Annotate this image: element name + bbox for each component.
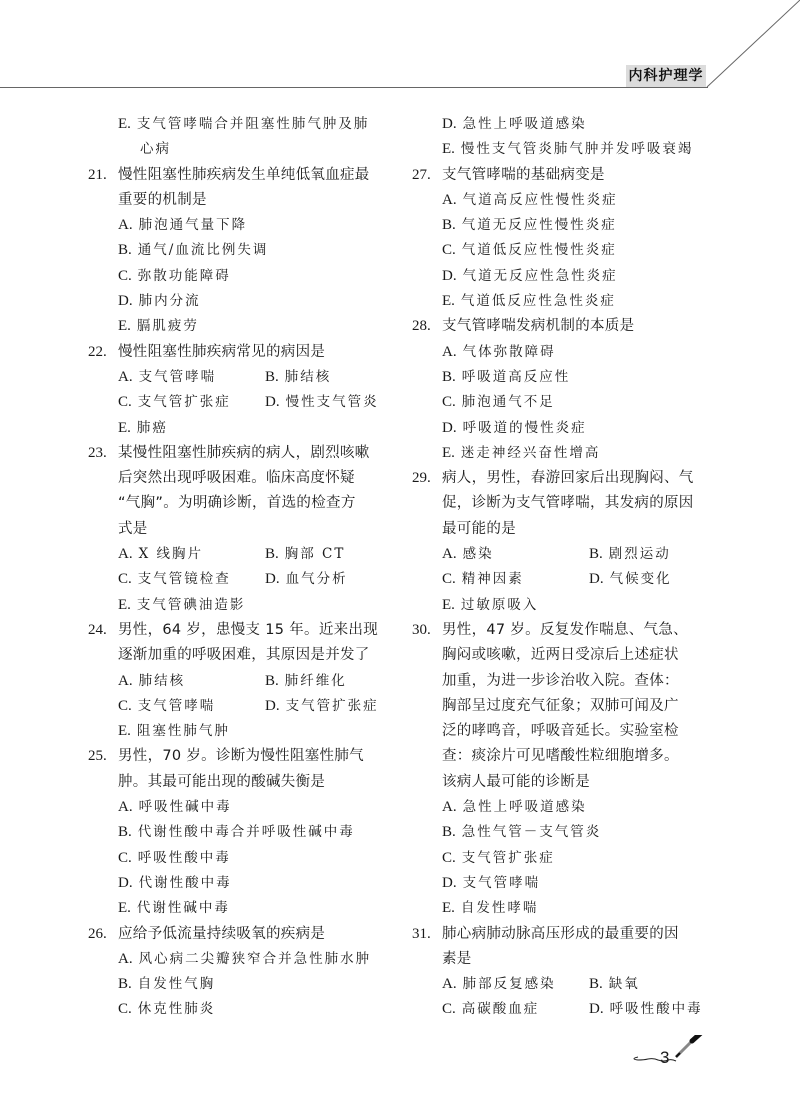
option-text: 急性上呼吸道感染 bbox=[462, 116, 587, 132]
question-stem-text: 素是 bbox=[442, 950, 472, 967]
option-text: 呼吸性酸中毒 bbox=[609, 1001, 703, 1018]
answer-option bbox=[442, 820, 601, 845]
option-letter: B. bbox=[265, 546, 279, 563]
answer-option bbox=[442, 542, 494, 567]
question-stem-line bbox=[88, 163, 418, 188]
answer-option bbox=[442, 238, 617, 263]
answer-option bbox=[118, 365, 216, 390]
answer-option bbox=[442, 997, 539, 1022]
question-options-continued bbox=[412, 112, 742, 163]
option-row bbox=[412, 238, 742, 263]
answer-option bbox=[442, 972, 556, 997]
option-letter: B. bbox=[442, 368, 456, 385]
option-row bbox=[88, 567, 418, 592]
question-number: 28. bbox=[412, 318, 431, 335]
option-letter: A. bbox=[442, 343, 457, 360]
answer-option bbox=[118, 416, 168, 441]
option-row bbox=[412, 289, 742, 314]
option-row bbox=[412, 972, 742, 997]
option-row bbox=[88, 669, 418, 694]
option-text: 肺结核 bbox=[284, 368, 332, 385]
option-text: 肺部反复感染 bbox=[462, 976, 556, 993]
option-row bbox=[412, 264, 742, 289]
option-text: 呼吸性碱中毒 bbox=[138, 799, 232, 816]
option-row bbox=[412, 188, 742, 213]
option-row bbox=[88, 820, 418, 845]
option-text: 支气管扩张症 bbox=[137, 394, 231, 411]
answer-option bbox=[442, 264, 618, 289]
question-number: 27. bbox=[412, 166, 431, 183]
option-text: 肺内分流 bbox=[138, 293, 201, 310]
option-letter: A. bbox=[118, 217, 133, 234]
question-stem-line bbox=[412, 314, 742, 339]
question-stem-text: 男性，47 岁。反复发作喘息、气急、 bbox=[442, 621, 688, 638]
option-letter: A. bbox=[118, 546, 133, 563]
option-letter: A. bbox=[118, 950, 133, 967]
question-stem-text: 慢性阻塞性肺疾病常见的病因是 bbox=[118, 343, 326, 360]
option-text: 风心病二尖瓣狭窄合并急性肺水肿 bbox=[138, 950, 372, 967]
option-letter: D. bbox=[589, 1001, 604, 1018]
answer-option bbox=[118, 593, 245, 618]
question-stem-text: 逐渐加重的呼吸困难，其原因是并发了 bbox=[118, 647, 370, 664]
question-stem-line bbox=[88, 517, 418, 542]
option-row bbox=[88, 947, 418, 972]
book-title-tab: 内科护理学 bbox=[626, 65, 706, 87]
question-stem-line bbox=[412, 669, 742, 694]
answer-option bbox=[442, 365, 570, 390]
option-row bbox=[412, 340, 742, 365]
option-text: 自发性哮喘 bbox=[460, 900, 539, 917]
option-letter: A. bbox=[442, 191, 457, 208]
question-stem-line bbox=[412, 643, 742, 668]
answer-option bbox=[118, 997, 215, 1022]
answer-option bbox=[265, 567, 348, 592]
option-letter: C. bbox=[118, 267, 132, 284]
option-row bbox=[88, 289, 418, 314]
answer-option bbox=[442, 871, 540, 896]
question bbox=[412, 163, 742, 315]
option-text: 肺结核 bbox=[138, 672, 186, 689]
option-text: 呼吸性酸中毒 bbox=[137, 849, 231, 866]
option-letter: D. bbox=[118, 293, 133, 310]
option-letter: B. bbox=[589, 976, 603, 993]
option-text: 支气管哮喘 bbox=[462, 874, 541, 891]
option-letter: D. bbox=[118, 874, 133, 891]
option-row bbox=[88, 795, 418, 820]
option-letter: C. bbox=[118, 849, 132, 866]
question-stem-line bbox=[412, 491, 742, 516]
question-stem-text: 支气管哮喘发病机制的本质是 bbox=[442, 318, 635, 335]
option-text: 支气管哮喘 bbox=[137, 697, 216, 714]
question bbox=[412, 922, 742, 1023]
option-row bbox=[88, 719, 418, 744]
answer-option bbox=[442, 416, 587, 441]
question-stem-text: 式是 bbox=[118, 520, 148, 537]
question-stem-text: 病人，男性，春游回家后出现胸闷、气 bbox=[442, 470, 694, 487]
option-letter: E. bbox=[442, 596, 455, 613]
option-letter: A. bbox=[118, 799, 133, 816]
option-text: 急性上呼吸道感染 bbox=[462, 799, 587, 816]
option-row bbox=[88, 997, 418, 1022]
option-row bbox=[412, 137, 742, 162]
question-number: 31. bbox=[412, 925, 431, 942]
option-text: 呼吸道高反应性 bbox=[461, 368, 571, 385]
option-row bbox=[412, 997, 742, 1022]
option-row bbox=[88, 137, 418, 162]
question-number: 22. bbox=[88, 343, 107, 360]
question bbox=[88, 922, 418, 1023]
option-text: 肺纤维化 bbox=[284, 672, 347, 689]
option-text: 代谢性酸中毒合并呼吸性碱中毒 bbox=[137, 824, 355, 841]
option-letter: C. bbox=[442, 849, 456, 866]
question-stem-line bbox=[88, 744, 418, 769]
question-stem-text: 胸闷或咳嗽，近两日受凉后上述症状 bbox=[442, 647, 679, 664]
option-row bbox=[412, 542, 742, 567]
option-letter: C. bbox=[442, 571, 456, 588]
option-row bbox=[88, 264, 418, 289]
question-stem-line bbox=[412, 770, 742, 795]
option-text: 气道无反应性慢性炎症 bbox=[461, 217, 617, 234]
question-stem-line bbox=[88, 618, 418, 643]
question-stem-text: 肿。其最可能出现的酸碱失衡是 bbox=[118, 773, 326, 790]
option-row bbox=[88, 542, 418, 567]
answer-option bbox=[442, 289, 616, 314]
answer-option bbox=[442, 567, 524, 592]
option-letter: C. bbox=[118, 697, 132, 714]
answer-option bbox=[118, 238, 268, 263]
option-text: 气道低反应性急性炎症 bbox=[460, 293, 616, 310]
answer-option bbox=[442, 593, 538, 618]
question-stem-text: 促，诊断为支气管哮喘，其发病的原因 bbox=[442, 495, 694, 512]
option-text: 缺氧 bbox=[608, 976, 640, 993]
question-stem-text: 加重，为进一步诊治收入院。查体： bbox=[442, 672, 679, 689]
answer-option bbox=[118, 542, 203, 567]
option-letter: A. bbox=[442, 976, 457, 993]
answer-option bbox=[118, 719, 230, 744]
option-text: 气候变化 bbox=[609, 571, 672, 588]
answer-option bbox=[442, 441, 600, 466]
question-stem-text: 男性，70 岁。诊断为慢性阻塞性肺气 bbox=[118, 748, 364, 765]
answer-option bbox=[265, 669, 347, 694]
option-text: 通气/血流比例失调 bbox=[137, 242, 269, 259]
option-text: 肺癌 bbox=[136, 419, 168, 436]
answer-option bbox=[442, 340, 556, 365]
option-letter: E. bbox=[118, 900, 131, 917]
answer-option bbox=[265, 390, 379, 415]
option-text: 休克性肺炎 bbox=[137, 1001, 216, 1018]
option-row bbox=[412, 213, 742, 238]
option-text: 支气管哮喘合并阻塞性肺气肿及肺 bbox=[136, 116, 370, 132]
option-letter: E. bbox=[442, 444, 455, 461]
answer-option bbox=[589, 997, 703, 1022]
option-letter: A. bbox=[118, 672, 133, 689]
answer-option bbox=[118, 871, 232, 896]
option-text: 气体弥散障碍 bbox=[462, 343, 556, 360]
question-stem-text: 最可能的是 bbox=[442, 520, 516, 537]
option-row bbox=[88, 846, 418, 871]
option-letter: D. bbox=[265, 571, 280, 588]
option-row bbox=[412, 441, 742, 466]
question-number: 21. bbox=[88, 166, 107, 183]
question-stem-line bbox=[412, 517, 742, 542]
question-stem-text: 胸部呈过度充气征象；双肺可闻及广 bbox=[442, 697, 679, 714]
option-letter: B. bbox=[118, 242, 132, 259]
option-letter: D. bbox=[442, 116, 457, 132]
option-text: 支气管扩张症 bbox=[461, 849, 555, 866]
pen-icon bbox=[630, 1035, 710, 1075]
question-stem-line bbox=[88, 643, 418, 668]
question-stem-line bbox=[88, 491, 418, 516]
question-stem-text: 重要的机制是 bbox=[118, 191, 207, 208]
question-stem-line bbox=[412, 466, 742, 491]
option-text: 慢性支气管炎 bbox=[285, 394, 379, 411]
question-stem-text: 应给予低流量持续吸氧的疾病是 bbox=[118, 925, 326, 942]
answer-option bbox=[265, 694, 379, 719]
question-number: 23. bbox=[88, 444, 107, 461]
option-text: 自发性气胸 bbox=[137, 976, 216, 993]
option-letter: D. bbox=[442, 419, 457, 436]
option-letter: E. bbox=[118, 596, 131, 613]
question-number: 29. bbox=[412, 470, 431, 487]
answer-option bbox=[442, 112, 587, 137]
answer-option bbox=[118, 846, 231, 871]
option-letter: E. bbox=[118, 723, 131, 740]
option-row bbox=[412, 112, 742, 137]
option-row bbox=[412, 795, 742, 820]
option-row bbox=[88, 896, 418, 921]
option-letter: B. bbox=[265, 368, 279, 385]
option-letter: C. bbox=[118, 1001, 132, 1018]
answer-option bbox=[589, 972, 640, 997]
answer-option bbox=[589, 542, 671, 567]
option-text: 高碳酸血症 bbox=[461, 1001, 540, 1018]
option-text: 弥散功能障碍 bbox=[137, 267, 231, 284]
question-stem-line bbox=[88, 466, 418, 491]
question-stem-line bbox=[412, 694, 742, 719]
option-row bbox=[412, 416, 742, 441]
question bbox=[88, 441, 418, 618]
answer-option bbox=[442, 896, 538, 921]
question-stem-text: 某慢性阻塞性肺疾病的病人，剧烈咳嗽 bbox=[118, 444, 370, 461]
option-letter: D. bbox=[265, 697, 280, 714]
option-row bbox=[88, 694, 418, 719]
question-number: 25. bbox=[88, 748, 107, 765]
option-text: 呼吸道的慢性炎症 bbox=[462, 419, 587, 436]
option-text: 气道无反应性急性炎症 bbox=[462, 267, 618, 284]
option-row bbox=[88, 390, 418, 415]
option-text: 胸部 CT bbox=[284, 546, 346, 563]
question-stem-text: 肺心病肺动脉高压形成的最重要的因 bbox=[442, 925, 679, 942]
option-text: 剧烈运动 bbox=[608, 546, 671, 563]
question-stem-line bbox=[88, 922, 418, 947]
option-letter: C. bbox=[442, 1001, 456, 1018]
question-stem-line bbox=[412, 744, 742, 769]
question-number: 30. bbox=[412, 621, 431, 638]
option-text: 支气管镜检查 bbox=[137, 571, 231, 588]
option-letter: A. bbox=[118, 368, 133, 385]
option-row bbox=[412, 871, 742, 896]
answer-option bbox=[118, 213, 247, 238]
option-row bbox=[412, 365, 742, 390]
question-stem-line bbox=[412, 719, 742, 744]
question-number: 26. bbox=[88, 925, 107, 942]
option-row bbox=[88, 213, 418, 238]
option-text: 支气管碘油造影 bbox=[136, 596, 246, 613]
question-stem-text: “气胸”。为明确诊断，首选的检查方 bbox=[118, 495, 356, 512]
question-stem-line bbox=[88, 770, 418, 795]
question bbox=[88, 618, 418, 744]
option-row bbox=[412, 846, 742, 871]
option-letter: C. bbox=[442, 242, 456, 259]
option-letter: B. bbox=[118, 976, 132, 993]
right-column bbox=[412, 112, 742, 1023]
option-row bbox=[88, 593, 418, 618]
option-row bbox=[88, 112, 418, 137]
answer-option bbox=[442, 213, 617, 238]
option-text: 慢性支气管炎肺气肿并发呼吸衰竭 bbox=[460, 141, 694, 158]
option-text: 感染 bbox=[462, 546, 494, 563]
left-column bbox=[88, 112, 418, 1023]
answer-option bbox=[118, 795, 232, 820]
question-stem-line bbox=[412, 163, 742, 188]
option-row bbox=[88, 365, 418, 390]
page-number: 3 bbox=[660, 1048, 670, 1067]
question-stem-line bbox=[412, 947, 742, 972]
option-letter: C. bbox=[118, 394, 132, 411]
answer-option bbox=[118, 669, 185, 694]
answer-option bbox=[442, 390, 555, 415]
question bbox=[88, 340, 418, 441]
option-letter: E. bbox=[442, 900, 455, 917]
option-letter: B. bbox=[265, 672, 279, 689]
answer-option bbox=[140, 137, 171, 162]
question bbox=[88, 163, 418, 340]
question-options-continued bbox=[88, 112, 418, 163]
option-text: 精神因素 bbox=[461, 571, 524, 588]
option-letter: B. bbox=[589, 546, 603, 563]
option-text: 代谢性酸中毒 bbox=[138, 874, 232, 891]
option-text: X 线胸片 bbox=[138, 546, 203, 563]
answer-option bbox=[442, 188, 618, 213]
answer-option bbox=[118, 390, 231, 415]
option-row bbox=[412, 390, 742, 415]
question-stem-line bbox=[412, 618, 742, 643]
answer-option bbox=[118, 820, 355, 845]
option-text: 支气管哮喘 bbox=[138, 368, 217, 385]
answer-option bbox=[118, 264, 231, 289]
option-letter: E. bbox=[118, 419, 131, 436]
option-row bbox=[88, 972, 418, 997]
answer-option bbox=[118, 896, 230, 921]
option-letter: E. bbox=[442, 293, 455, 310]
answer-option bbox=[118, 289, 201, 314]
option-text: 迷走神经兴奋性增高 bbox=[460, 444, 601, 461]
option-text: 肺泡通气不足 bbox=[461, 394, 555, 411]
option-letter: B. bbox=[442, 824, 456, 841]
answer-option bbox=[118, 694, 215, 719]
option-letter: D. bbox=[265, 394, 280, 411]
option-text: 气道低反应性慢性炎症 bbox=[461, 242, 617, 259]
answer-option bbox=[265, 365, 331, 390]
question bbox=[412, 314, 742, 466]
option-letter: B. bbox=[118, 824, 132, 841]
option-letter: E. bbox=[118, 318, 131, 335]
option-row bbox=[412, 820, 742, 845]
option-row bbox=[88, 314, 418, 339]
option-text: 急性气管－支气管炎 bbox=[461, 824, 602, 841]
answer-option bbox=[589, 567, 672, 592]
option-text: 支气管扩张症 bbox=[285, 697, 379, 714]
option-row bbox=[412, 593, 742, 618]
question-stem-line bbox=[88, 441, 418, 466]
option-text: 气道高反应性慢性炎症 bbox=[462, 191, 618, 208]
option-letter: A. bbox=[442, 799, 457, 816]
option-letter: E. bbox=[442, 141, 455, 158]
option-letter: D. bbox=[442, 267, 457, 284]
answer-option bbox=[442, 846, 555, 871]
question-stem-text: 支气管哮喘的基础病变是 bbox=[442, 166, 605, 183]
option-row bbox=[88, 238, 418, 263]
answer-option bbox=[118, 972, 215, 997]
answer-option bbox=[118, 112, 369, 137]
option-text: 膈肌疲劳 bbox=[136, 318, 199, 335]
question-stem-text: 后突然出现呼吸困难。临床高度怀疑 bbox=[118, 470, 355, 487]
question bbox=[88, 744, 418, 921]
question bbox=[412, 618, 742, 922]
option-row bbox=[88, 871, 418, 896]
option-letter: C. bbox=[442, 394, 456, 411]
answer-option bbox=[442, 137, 693, 162]
option-text: 心病 bbox=[140, 141, 171, 158]
option-letter: D. bbox=[589, 571, 604, 588]
answer-option bbox=[118, 567, 231, 592]
question-stem-text: 男性，64 岁，患慢支 15 年。近来出现 bbox=[118, 621, 379, 638]
answer-option bbox=[265, 542, 345, 567]
question-stem-line bbox=[88, 188, 418, 213]
option-letter: B. bbox=[442, 217, 456, 234]
option-text: 血气分析 bbox=[285, 571, 348, 588]
question-stem-text: 查：痰涂片可见嗜酸性粒细胞增多。 bbox=[442, 748, 679, 765]
option-text: 肺泡通气量下降 bbox=[138, 217, 248, 234]
question-stem-line bbox=[88, 340, 418, 365]
option-letter: C. bbox=[118, 571, 132, 588]
question-stem-text: 泛的哮鸣音，呼吸音延长。实验室检 bbox=[442, 723, 679, 740]
answer-option bbox=[442, 795, 587, 820]
question-stem-line bbox=[412, 922, 742, 947]
option-text: 阻塞性肺气肿 bbox=[136, 723, 230, 740]
option-letter: D. bbox=[442, 874, 457, 891]
question-number: 24. bbox=[88, 621, 107, 638]
answer-option bbox=[118, 314, 199, 339]
option-row bbox=[88, 416, 418, 441]
answer-option bbox=[118, 947, 371, 972]
option-letter: A. bbox=[442, 546, 457, 563]
option-row bbox=[412, 896, 742, 921]
question bbox=[412, 466, 742, 618]
option-letter: E. bbox=[118, 116, 131, 132]
question-stem-text: 该病人最可能的诊断是 bbox=[442, 773, 590, 790]
option-row bbox=[412, 567, 742, 592]
question-stem-text: 慢性阻塞性肺疾病发生单纯低氧血症最 bbox=[118, 166, 370, 183]
option-text: 过敏原吸入 bbox=[460, 596, 539, 613]
option-text: 代谢性碱中毒 bbox=[136, 900, 230, 917]
